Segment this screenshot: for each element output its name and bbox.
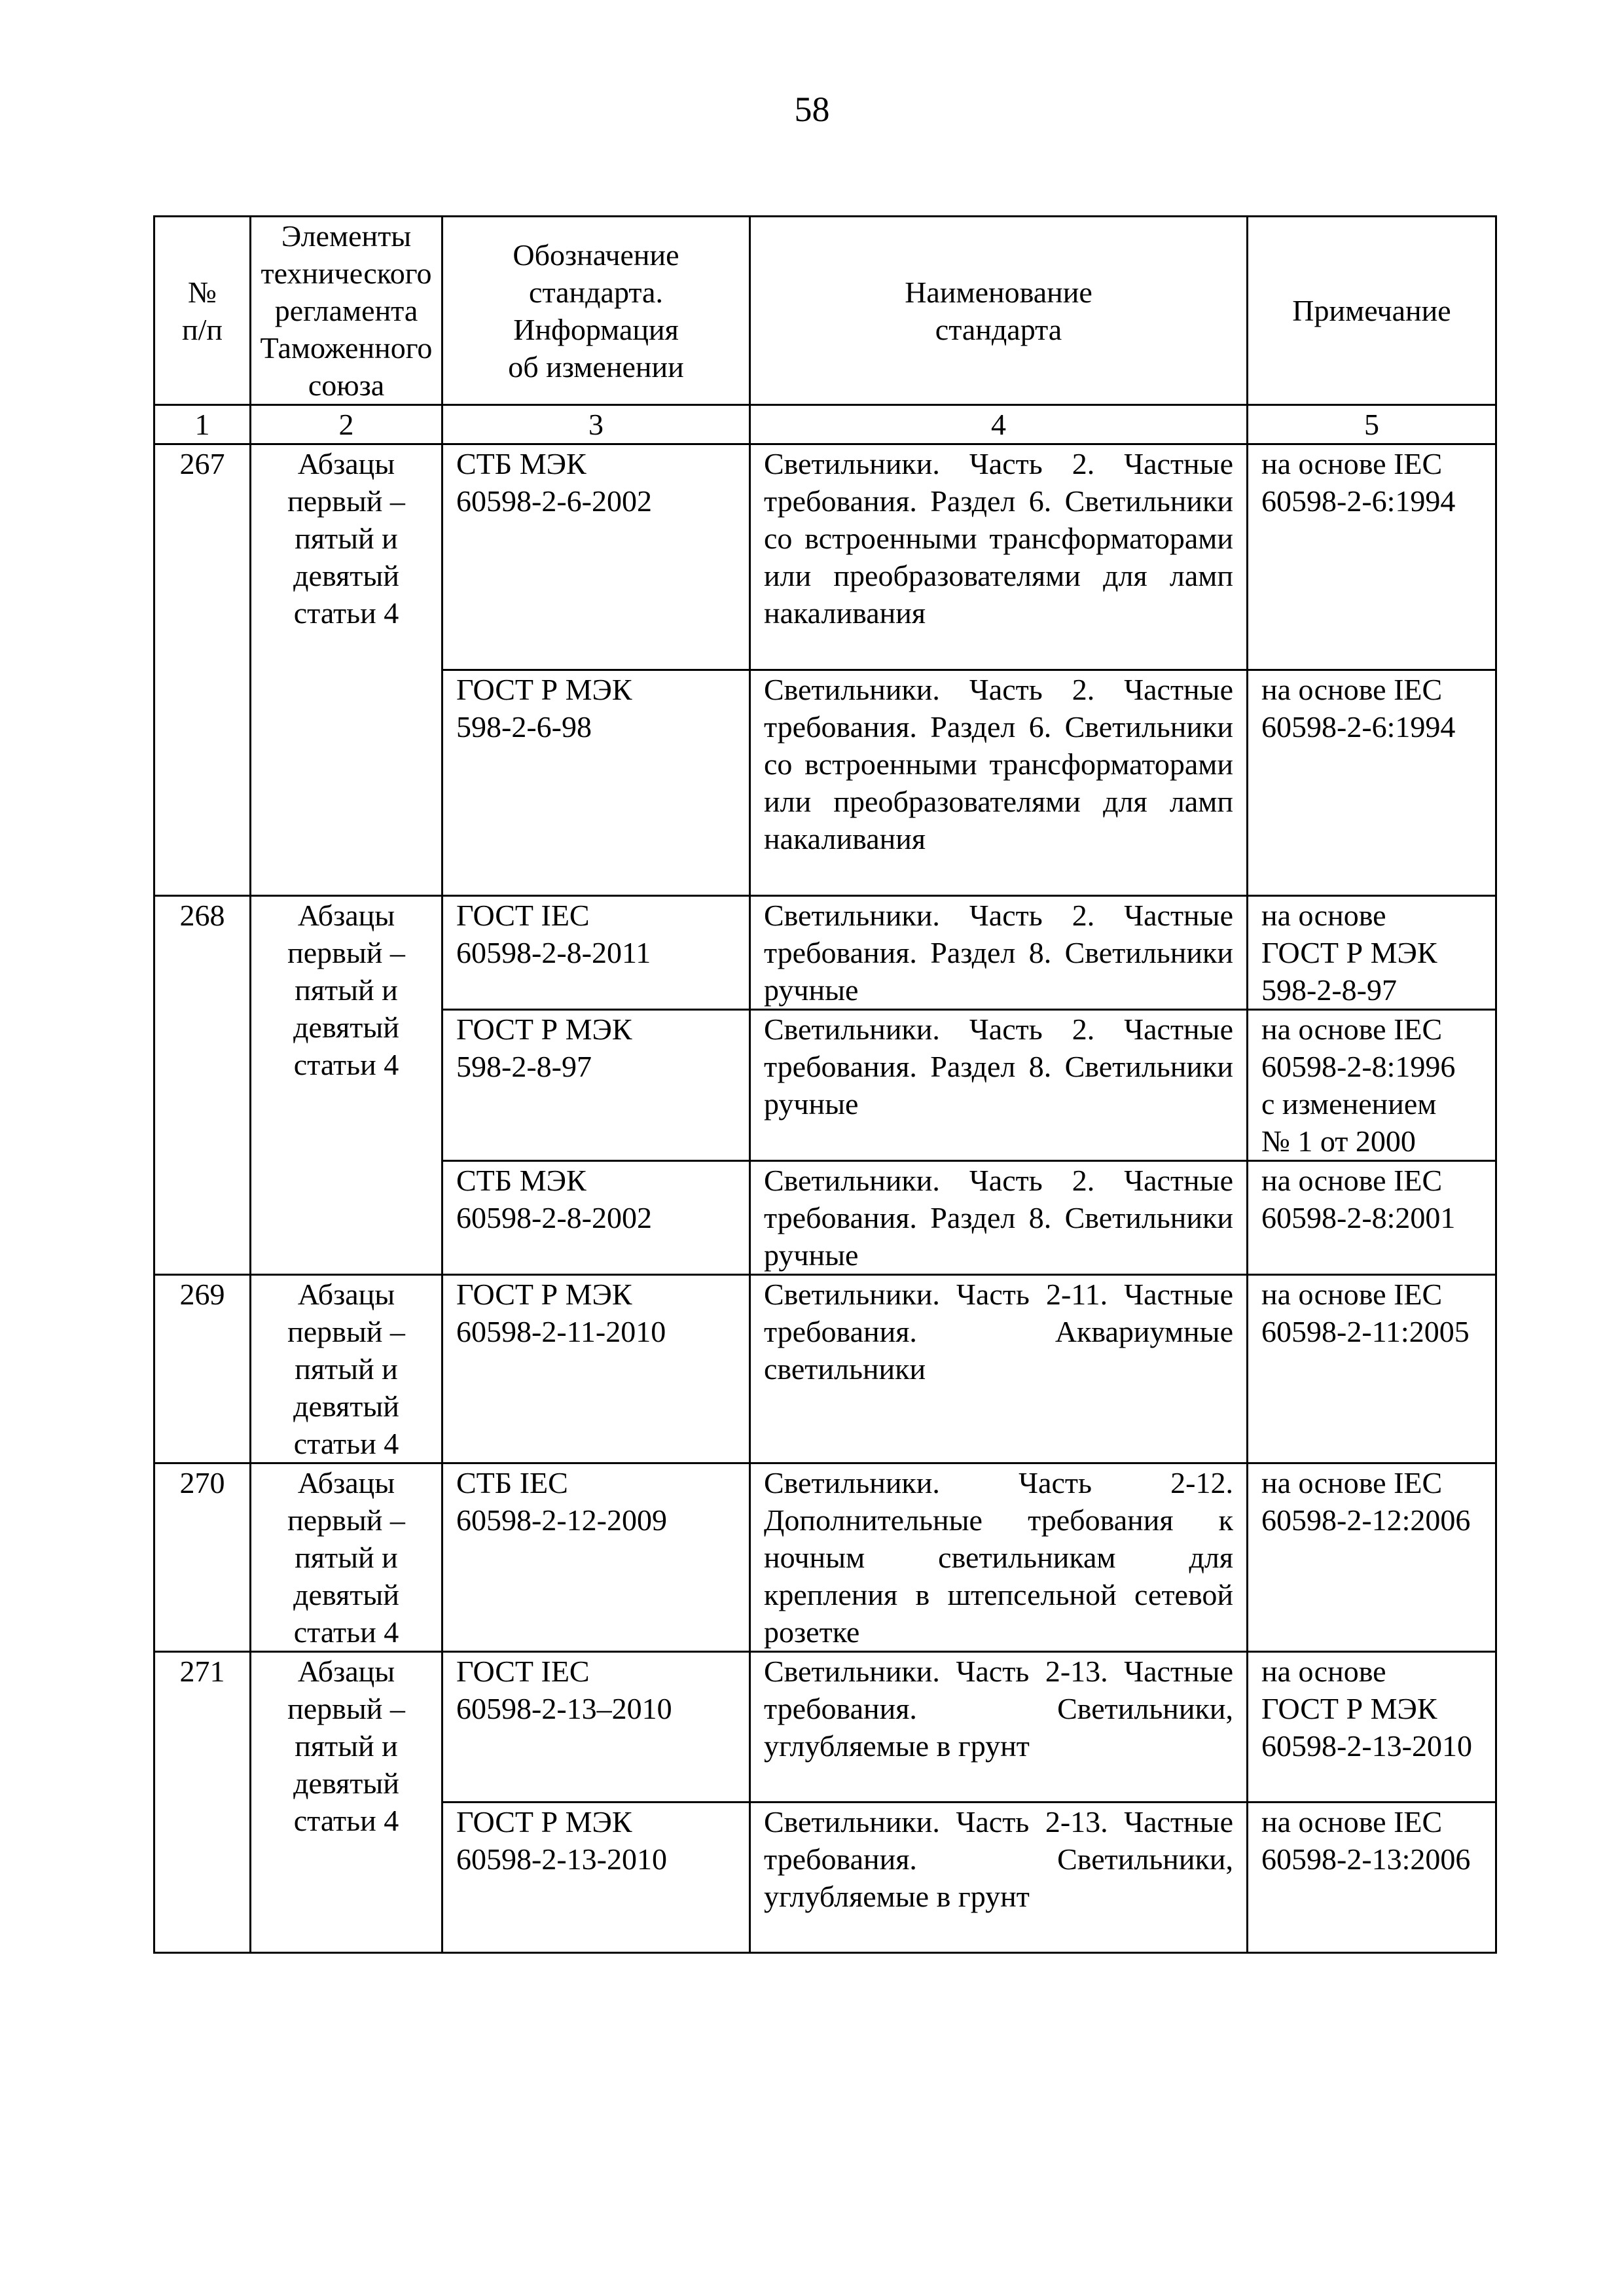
standard-name: Светильники. Часть 2. Частные требования. Раздел 6. Светильники со встроенными трансформаторами или преобразователями для ламп накаливания	[764, 673, 1233, 855]
header-name: Наименование стандарта	[750, 217, 1248, 405]
row-number: 269	[154, 1275, 251, 1463]
standard-designation: ГОСТ IEC 60598-2-8-2011	[442, 896, 750, 1010]
standard-designation: СТБ МЭК 60598-2-6-2002	[442, 444, 750, 670]
page-number: 58	[794, 90, 830, 129]
tr-elements: Абзацы первый – пятый и девятый статьи 4	[251, 1652, 442, 1953]
table-row	[154, 1463, 1496, 1652]
header-note: Примечание	[1248, 217, 1496, 405]
standard-name: Светильники. Часть 2-13. Частные требования. Светильники, углубляемые в грунт	[764, 1655, 1233, 1763]
standard-name: Светильники. Часть 2-12. Дополнительные требования к ночным светильникам для крепления в штепсельной сетевой розетке	[764, 1466, 1233, 1649]
standards-table	[153, 215, 1497, 1954]
standard-note: на основе IEC 60598-2-8:1996 с изменением № 1 от 2000	[1248, 1010, 1496, 1161]
standard-designation: ГОСТ IEC 60598-2-13–2010	[442, 1652, 750, 1803]
standard-name: Светильники. Часть 2. Частные требования. Раздел 8. Светильники ручные	[764, 899, 1233, 1007]
tr-elements: Абзацы первый – пятый и девятый статьи 4	[251, 1275, 442, 1463]
header-elements: Элементы технического регламента Таможенного союза	[251, 217, 442, 405]
standard-note: на основе IEC 60598-2-6:1994	[1248, 444, 1496, 670]
column-number: 2	[251, 405, 442, 444]
standard-name: Светильники. Часть 2. Частные требования. Раздел 8. Светильники ручные	[764, 1013, 1233, 1121]
standard-name: Светильники. Часть 2. Частные требования. Раздел 6. Светильники со встроенными трансформаторами или преобразователями для ламп накаливания	[764, 447, 1233, 630]
header-num: № п/п	[154, 217, 251, 405]
table-row	[154, 1652, 1496, 1803]
tr-elements: Абзацы первый – пятый и девятый статьи 4	[251, 896, 442, 1275]
standard-name: Светильники. Часть 2-13. Частные требования. Светильники, углубляемые в грунт	[764, 1805, 1233, 1913]
tr-elements: Абзацы первый – пятый и девятый статьи 4	[251, 1463, 442, 1652]
standard-designation: ГОСТ Р МЭК 598-2-6-98	[442, 670, 750, 896]
column-number: 4	[750, 405, 1248, 444]
tr-elements: Абзацы первый – пятый и девятый статьи 4	[251, 444, 442, 896]
standard-note: на основе ГОСТ Р МЭК 598-2-8-97	[1248, 896, 1496, 1010]
column-number: 1	[154, 405, 251, 444]
table-row	[154, 896, 1496, 1010]
standard-note: на основе ГОСТ Р МЭК 60598-2-13-2010	[1248, 1652, 1496, 1803]
row-number: 267	[154, 444, 251, 896]
standard-note: на основе IEC 60598-2-8:2001	[1248, 1161, 1496, 1275]
standard-name: Светильники. Часть 2-11. Частные требования. Аквариумные светильники	[764, 1278, 1233, 1386]
standard-designation: ГОСТ Р МЭК 60598-2-11-2010	[442, 1275, 750, 1463]
standard-note: на основе IEC 60598-2-11:2005	[1248, 1275, 1496, 1463]
row-number: 270	[154, 1463, 251, 1652]
standard-name: Светильники. Часть 2. Частные требования. Раздел 8. Светильники ручные	[764, 1164, 1233, 1272]
standard-designation: СТБ МЭК 60598-2-8-2002	[442, 1161, 750, 1275]
standard-note: на основе IEC 60598-2-6:1994	[1248, 670, 1496, 896]
table-row	[154, 444, 1496, 670]
header-designation: Обозначение стандарта. Информация об изменении	[442, 217, 750, 405]
standard-designation: ГОСТ Р МЭК 598-2-8-97	[442, 1010, 750, 1161]
standard-note: на основе IEC 60598-2-12:2006	[1248, 1463, 1496, 1652]
table-row	[154, 1275, 1496, 1463]
standard-designation: СТБ IEC 60598-2-12-2009	[442, 1463, 750, 1652]
standard-note: на основе IEC 60598-2-13:2006	[1248, 1803, 1496, 1953]
column-number-row	[154, 405, 1496, 444]
column-number: 5	[1248, 405, 1496, 444]
header-row	[154, 217, 1496, 405]
standard-designation: ГОСТ Р МЭК 60598-2-13-2010	[442, 1803, 750, 1953]
column-number: 3	[442, 405, 750, 444]
row-number: 271	[154, 1652, 251, 1953]
row-number: 268	[154, 896, 251, 1275]
